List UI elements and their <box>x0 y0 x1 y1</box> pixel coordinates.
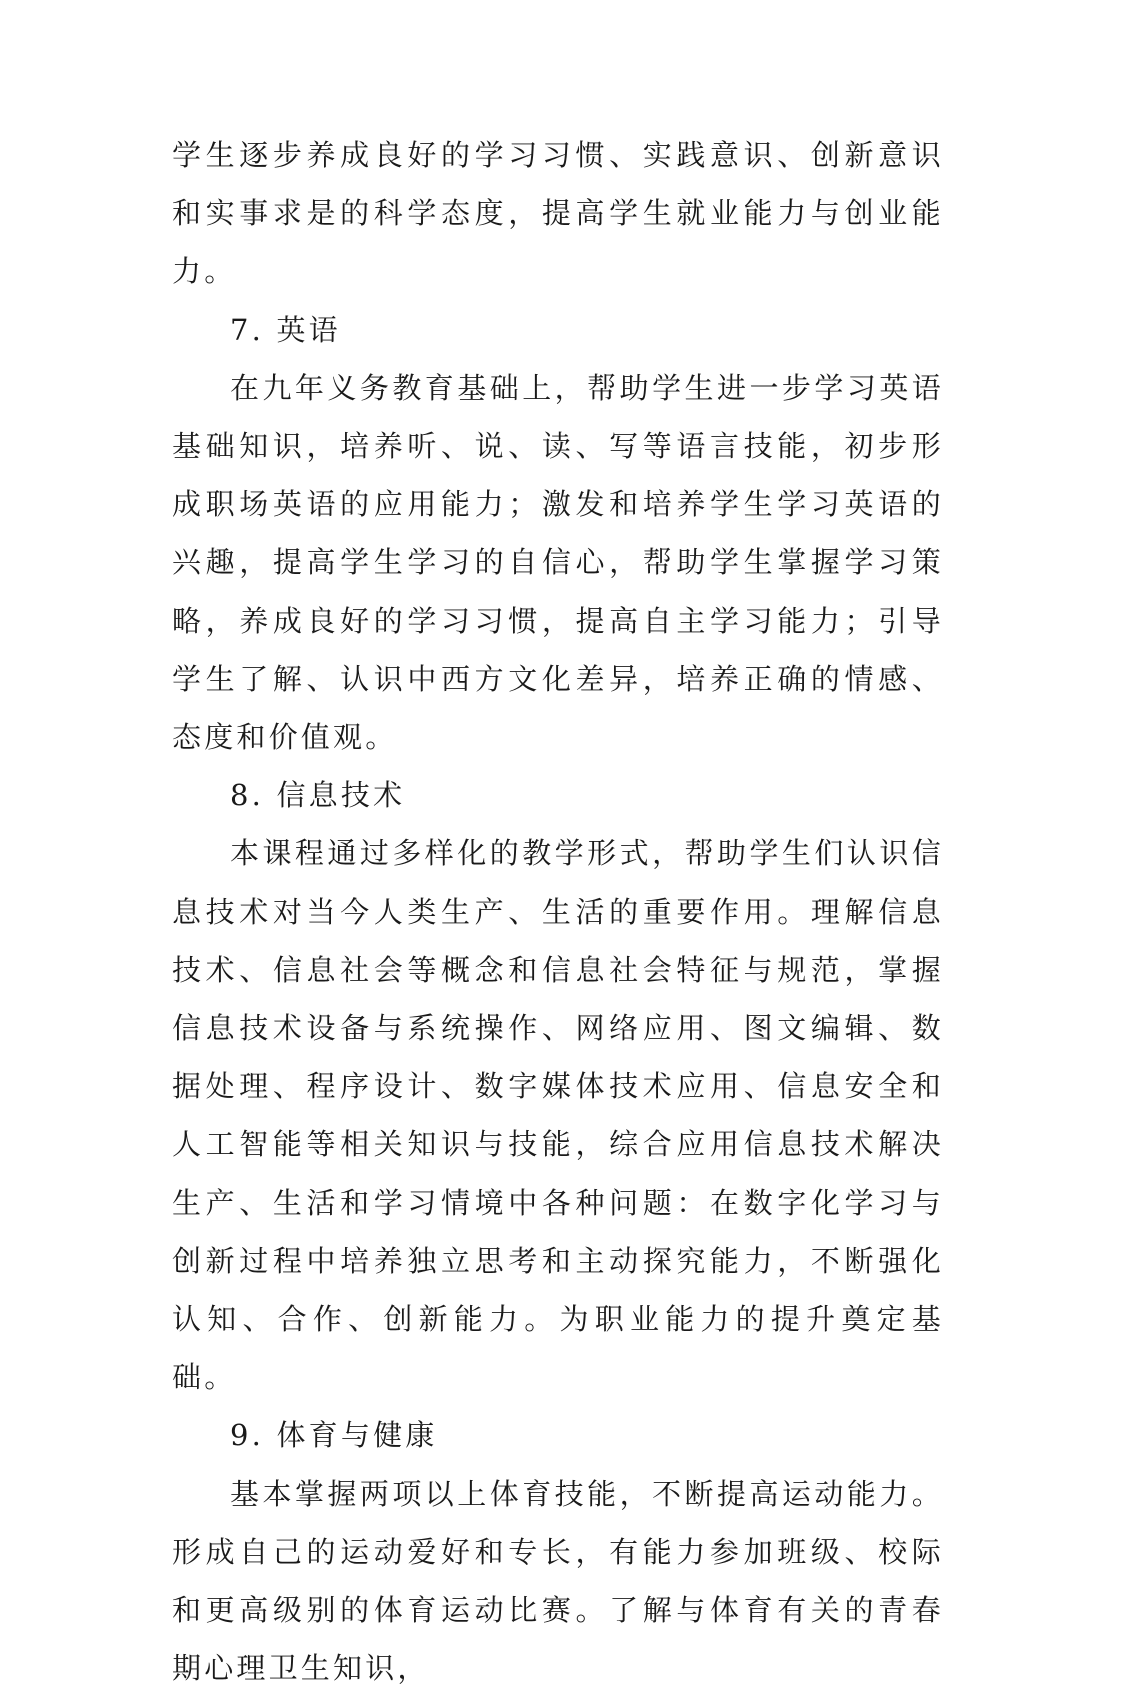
section-heading-pe: 9. 体育与健康 <box>230 1418 438 1453</box>
paragraph-pe: 基本掌握两项以上体育技能，不断提高运动能力。形成自己的运动爱好和专长，有能力参加班级、校际和更高级别的体育运动比赛。了解与体育有关的青春期心理卫生知识， <box>172 1476 944 1686</box>
section-heading-it: 8. 信息技术 <box>230 778 406 813</box>
document-body <box>172 126 944 1697</box>
section-heading-english: 7. 英语 <box>230 312 341 347</box>
paragraph-english: 在九年义务教育基础上，帮助学生进一步学习英语基础知识，培养听、说、读、写等语言技能，初步形成职场英语的应用能力；激发和培养学生学习英语的兴趣，提高学生学习的自信心，帮助学生掌握学习策略，养成良好的学习习惯，提高自主学习能力；引导学生了解、认识中西方文化差异，培养正确的情感、态度和价值观。 <box>172 370 944 755</box>
paragraph-it: 本课程通过多样化的教学形式，帮助学生们认识信息技术对当今人类生产、生活的重要作用。理解信息技术、信息社会等概念和信息社会特征与规范，掌握信息技术设备与系统操作、网络应用、图文编辑、数据处理、程序设计、数字媒体技术应用、信息安全和人工智能等相关知识与技能，综合应用信息技术解决生产、生活和学习情境中各种问题：在数字化学习与创新过程中培养独立思考和主动探究能力，不断强化认知、合作、创新能力。为职业能力的提升奠定基础。 <box>172 836 944 1395</box>
paragraph-continued: 学生逐步养成良好的学习习惯、实践意识、创新意识和实事求是的科学态度，提高学生就业能力与创业能力。 <box>172 138 944 289</box>
